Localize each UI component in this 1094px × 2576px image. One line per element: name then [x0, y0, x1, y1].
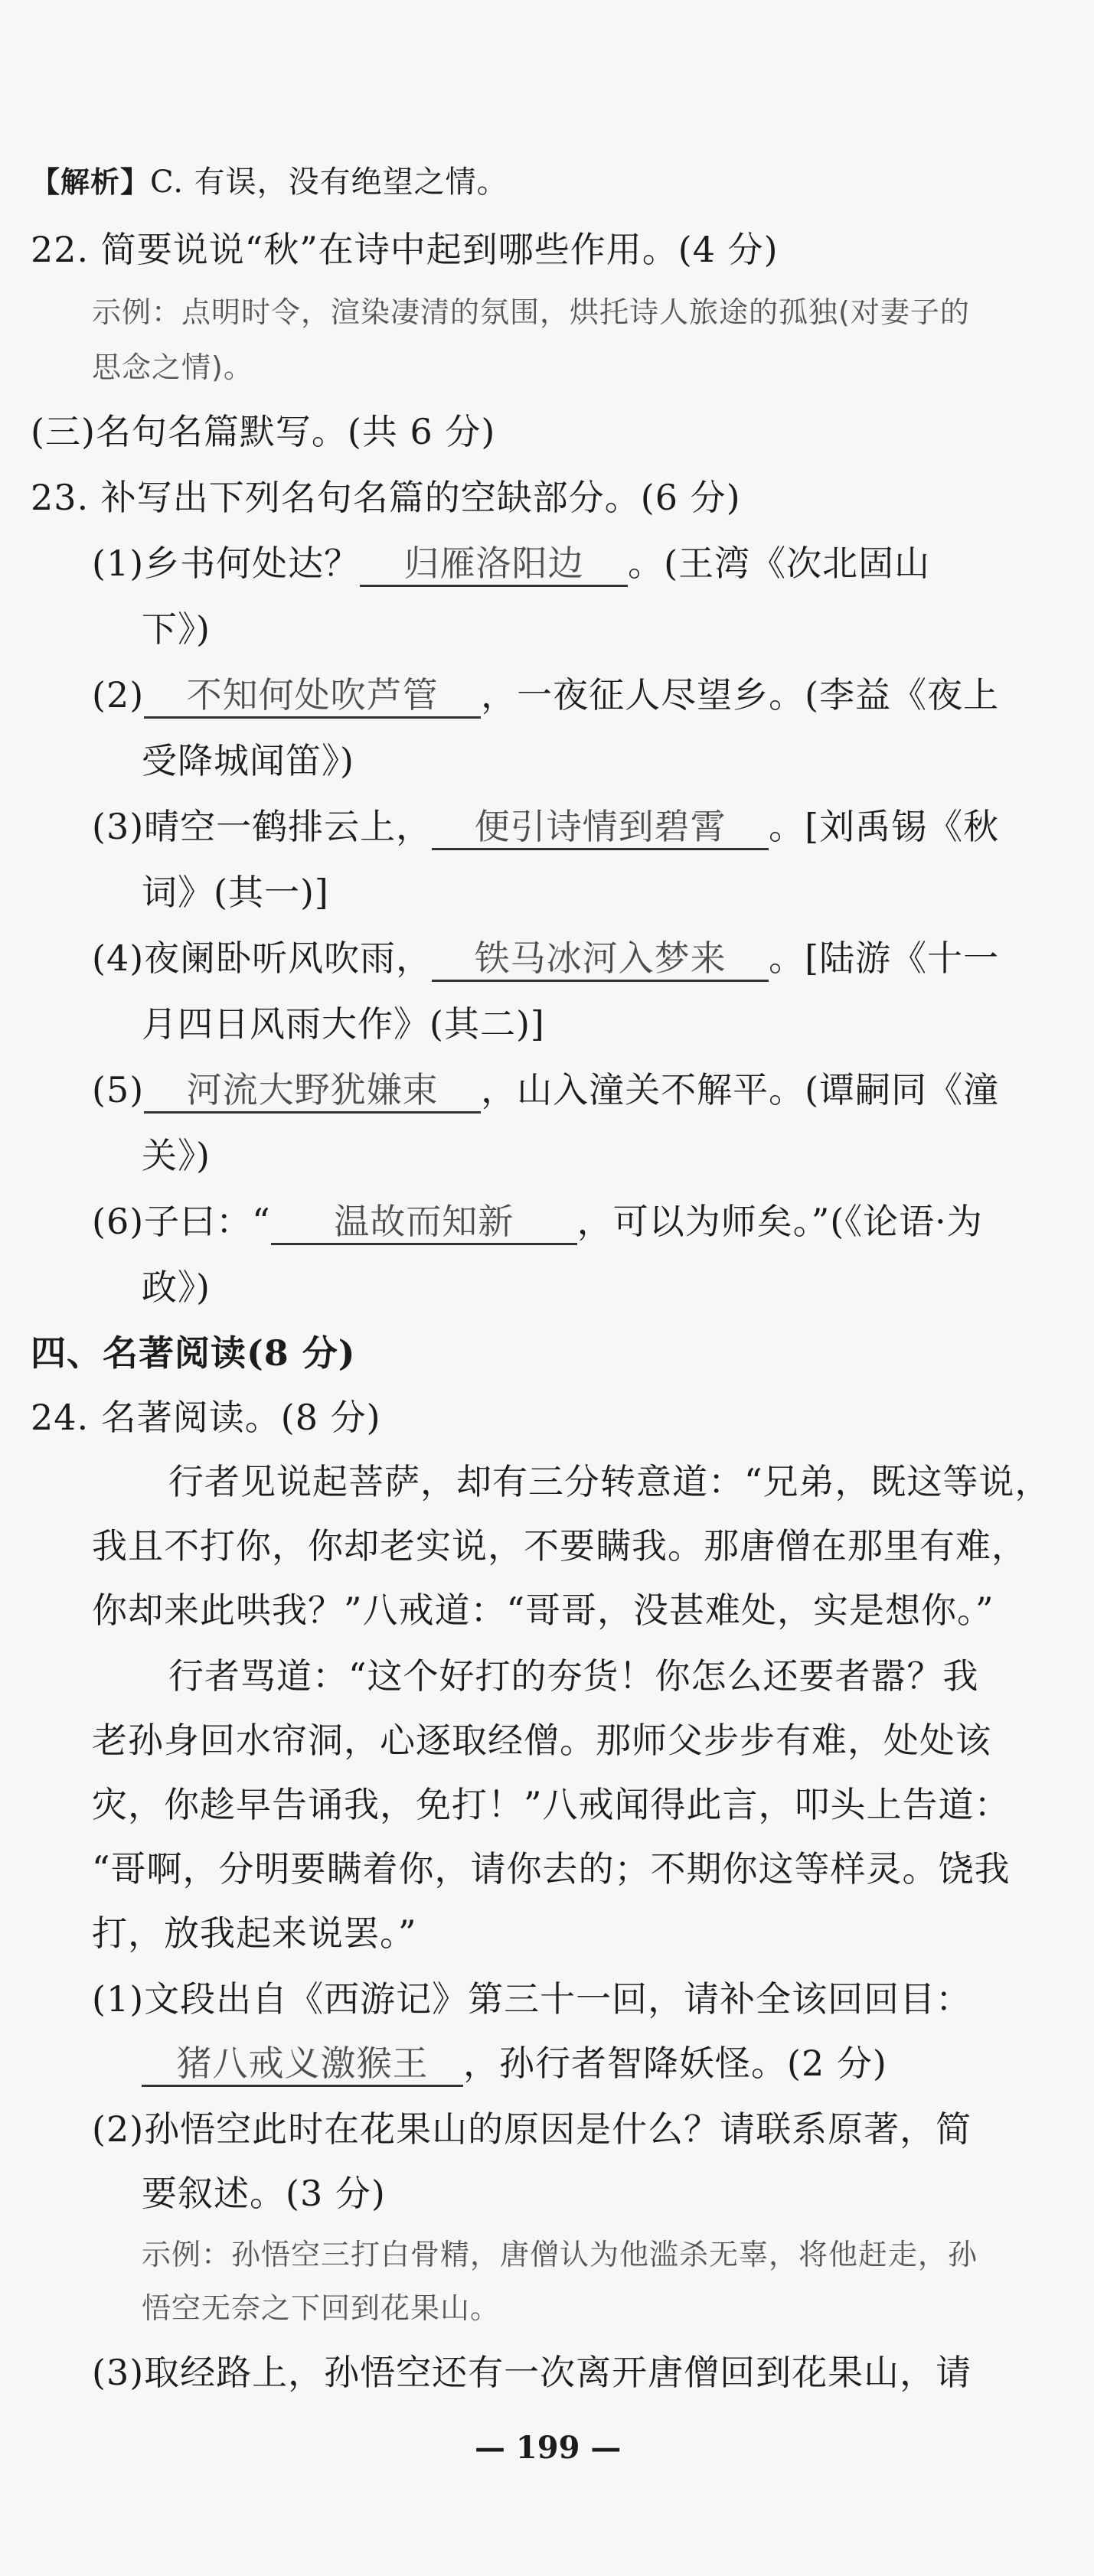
- passage-1-line-2: 我且不打你，你却老实说，不要瞒我。那唐僧在那里有难，: [92, 1525, 1027, 1567]
- q23-item-6-cont: 政》): [142, 1267, 211, 1308]
- question-22-answer-line-1: 示例：点明时令，渲染凄清的氛围，烘托诗人旅途的孤独(对妻子的: [92, 295, 970, 329]
- passage-2-line-5: 打，放我起来说罢。”: [92, 1912, 417, 1954]
- q23-item-3: (3)晴空一鹤排云上， 便引诗情到碧霄 。[刘禹锡《秋: [92, 804, 999, 850]
- answer-blank: 温故而知新: [271, 1200, 577, 1245]
- q24-sub-1-answer-line: 猪八戒义激猴王 ，孙行者智降妖怪。(2 分): [142, 2040, 887, 2087]
- passage-2-line-3: 灾，你趁早告诵我，免打！”八戒闻得此言，叩头上告道：: [92, 1784, 1011, 1825]
- page-number: — 199 —: [475, 2430, 622, 2466]
- q23-item-2: (2) 不知何处吹芦管 ，一夜征人尽望乡。(李益《夜上: [92, 672, 999, 719]
- answer-blank: 猪八戒义激猴王: [142, 2042, 463, 2087]
- passage-1-line-3: 你却来此哄我？”八戒道：“哥哥，没甚难处，实是想你。”: [92, 1590, 994, 1631]
- passage-2-line-2: 老孙身回水帘洞，心逐取经僧。那师父步步有难，处处该: [92, 1720, 991, 1761]
- question-22-answer-line-2: 思念之情)。: [92, 351, 253, 384]
- section-3-title: (三)名句名篇默写。(共 6 分): [31, 411, 496, 452]
- q23-item-1-cont: 下》): [142, 608, 211, 650]
- analysis-text: C. 有误，没有绝望之情。: [150, 165, 508, 200]
- passage-2-line-4: “哥啊，分明要瞒着你，请你去的；不期你这等样灵。饶我: [92, 1848, 1011, 1890]
- q23-item-6: (6)子曰：“ 温故而知新 ，可以为师矣。”(《论语·为: [92, 1198, 983, 1245]
- q24-sub-2-answer-line-1: 示例：孙悟空三打白骨精，唐僧认为他滥杀无辜，将他赶走，孙: [142, 2238, 978, 2271]
- question-22-title: 22. 简要说说“秋”在诗中起到哪些作用。(4 分): [31, 229, 779, 270]
- answer-blank: 便引诗情到碧霄: [432, 805, 769, 850]
- analysis-badge: 【解析】: [31, 165, 151, 199]
- q23-item-2-cont: 受降城闻笛》): [142, 740, 354, 781]
- q23-item-3-cont: 词》(其一)]: [142, 872, 329, 913]
- question-23-title: 23. 补写出下列名句名篇的空缺部分。(6 分): [31, 477, 741, 518]
- q24-sub-1: (1)文段出自《西游记》第三十一回，请补全该回回目：: [92, 1978, 972, 2020]
- q23-item-5: (5) 河流大野犹嫌束 ，山入潼关不解平。(谭嗣同《潼: [92, 1067, 999, 1114]
- q23-item-4-cont: 月四日风雨大作》(其二)]: [142, 1003, 545, 1045]
- q23-item-1: (1)乡书何处达？ 归雁洛阳边 。(王湾《次北固山: [92, 540, 930, 587]
- answer-blank: 归雁洛阳边: [360, 542, 628, 587]
- answer-blank: 不知何处吹芦管: [144, 673, 481, 719]
- q24-sub-2: (2)孙悟空此时在花果山的原因是什么？请联系原著，简: [92, 2108, 972, 2150]
- passage-2-line-1: 行者骂道：“这个好打的夯货！你怎么还要者嚣？我: [168, 1655, 979, 1697]
- passage-1-line-1: 行者见说起菩萨，却有三分转意道：“兄弟，既这等说，: [168, 1461, 1051, 1502]
- answer-blank: 河流大野犹嫌束: [144, 1068, 481, 1114]
- analysis-note: [31, 161, 508, 204]
- q24-sub-2-cont: 要叙述。(3 分): [142, 2173, 386, 2214]
- section-4-title: 四、名著阅读(8 分): [31, 1332, 356, 1374]
- q23-item-4: (4)夜阑卧听风吹雨， 铁马冰河入梦来 。[陆游《十一: [92, 935, 999, 982]
- q23-item-5-cont: 关》): [142, 1135, 211, 1176]
- q24-sub-3: (3)取经路上，孙悟空还有一次离开唐僧回到花果山，请: [92, 2352, 972, 2393]
- q24-sub-2-answer-line-2: 悟空无奈之下回到花果山。: [142, 2291, 501, 2325]
- question-24-title: 24. 名著阅读。(8 分): [31, 1397, 381, 1438]
- answer-blank: 铁马冰河入梦来: [432, 937, 769, 982]
